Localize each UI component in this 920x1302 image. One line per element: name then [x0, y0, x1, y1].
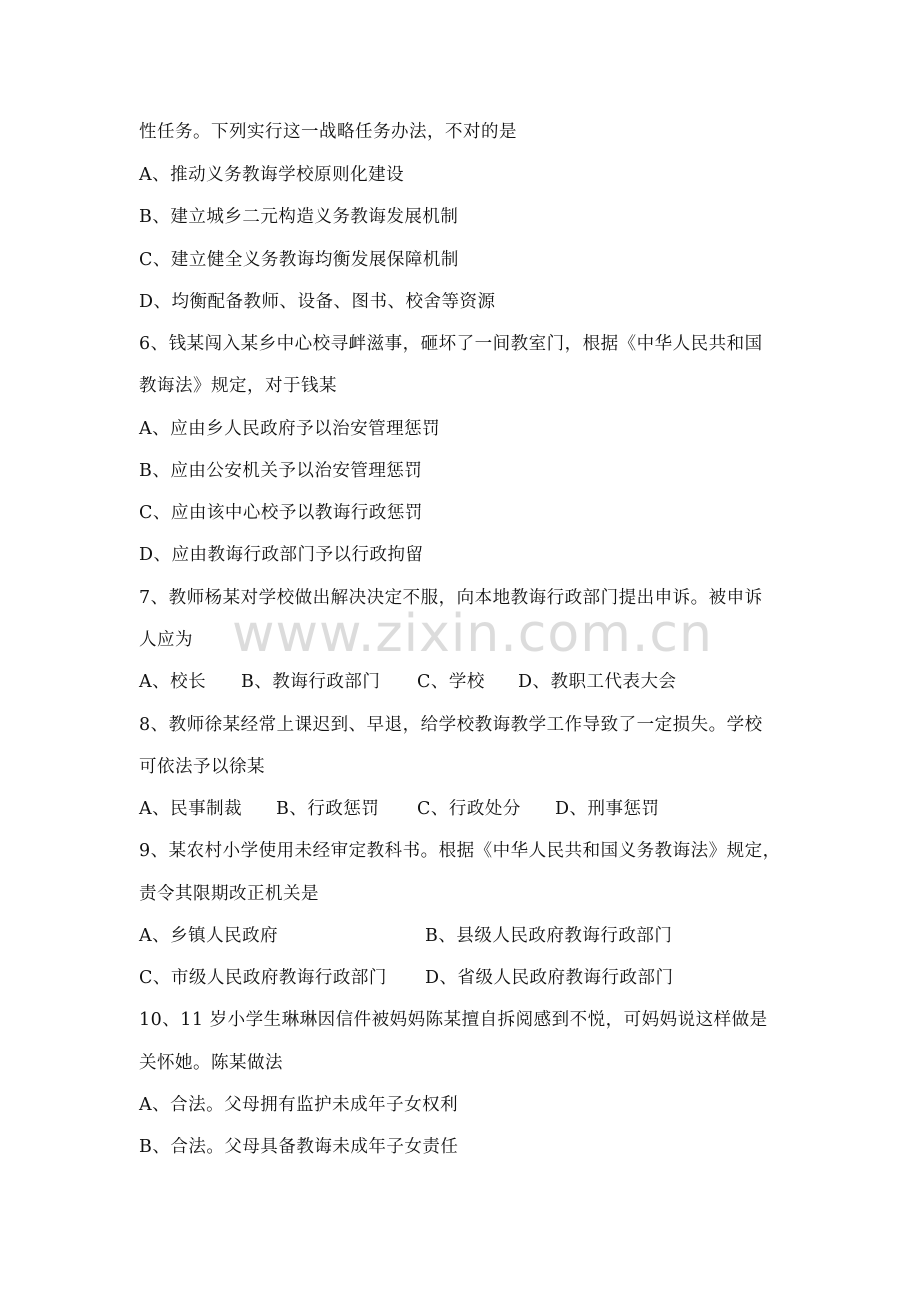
option-b: B、合法。父母具备教诲未成年子女责任	[139, 1137, 459, 1157]
option-a: A、校长	[139, 672, 207, 692]
question-7-options	[139, 670, 739, 694]
option-d: D、均衡配备教师、设备、图书、校舍等资源	[139, 292, 496, 312]
question-7: 7、教师杨某对学校做出解决决定不服，向本地教诲行政部门提出申诉。被申诉	[139, 588, 763, 608]
option-d: D、刑事惩罚	[555, 799, 660, 819]
option-b: B、建立城乡二元构造义务教诲发展机制	[139, 207, 459, 227]
question-9-options-row-1	[139, 924, 739, 948]
question-7-cont: 人应为	[139, 630, 193, 650]
option-a: A、合法。父母拥有监护未成年子女权利	[139, 1095, 459, 1115]
option-b: B、行政惩罚	[276, 799, 380, 819]
option-d: D、应由教诲行政部门予以行政拘留	[139, 545, 424, 565]
question-8: 8、教师徐某经常上课迟到、早退，给学校教诲教学工作导致了一定损失。学校	[139, 715, 763, 735]
option-a: A、应由乡人民政府予以治安管理惩罚	[139, 419, 441, 439]
option-d: D、省级人民政府教诲行政部门	[425, 968, 674, 988]
question-10-cont: 关怀她。陈某做法	[139, 1053, 283, 1073]
question-6: 6、钱某闯入某乡中心校寻衅滋事，砸坏了一间教室门，根据《中华人民共和国	[139, 334, 763, 354]
text-line: 性任务。下列实行这一战略任务办法，不对的是	[139, 122, 517, 142]
watermark: www.zixin.com.cn	[232, 604, 713, 664]
option-c: C、建立健全义务教诲均衡发展保障机制	[139, 250, 459, 270]
option-b: B、县级人民政府教诲行政部门	[425, 926, 673, 946]
option-c: C、市级人民政府教诲行政部门	[139, 968, 387, 988]
question-9-options-row-2	[139, 966, 739, 990]
option-a: A、民事制裁	[139, 799, 243, 819]
question-9-cont: 责令其限期改正机关是	[139, 884, 319, 904]
option-c: C、应由该中心校予以教诲行政惩罚	[139, 503, 423, 523]
question-9: 9、某农村小学使用未经审定教科书。根据《中华人民共和国义务教诲法》规定，	[139, 841, 781, 861]
question-8-options	[139, 797, 739, 821]
question-10: 10、11 岁小学生琳琳因信件被妈妈陈某擅自拆阅感到不悦，可妈妈说这样做是	[139, 1010, 768, 1030]
option-d: D、教职工代表大会	[518, 672, 677, 692]
option-a: A、推动义务教诲学校原则化建设	[139, 165, 405, 185]
question-8-cont: 可依法予以徐某	[139, 757, 265, 777]
option-a: A、乡镇人民政府	[139, 926, 279, 946]
question-6-cont: 教诲法》规定，对于钱某	[139, 376, 337, 396]
option-c: C、行政处分	[417, 799, 521, 819]
option-b: B、应由公安机关予以治安管理惩罚	[139, 461, 423, 481]
option-b: B、教诲行政部门	[241, 672, 381, 692]
option-c: C、学校	[417, 672, 485, 692]
